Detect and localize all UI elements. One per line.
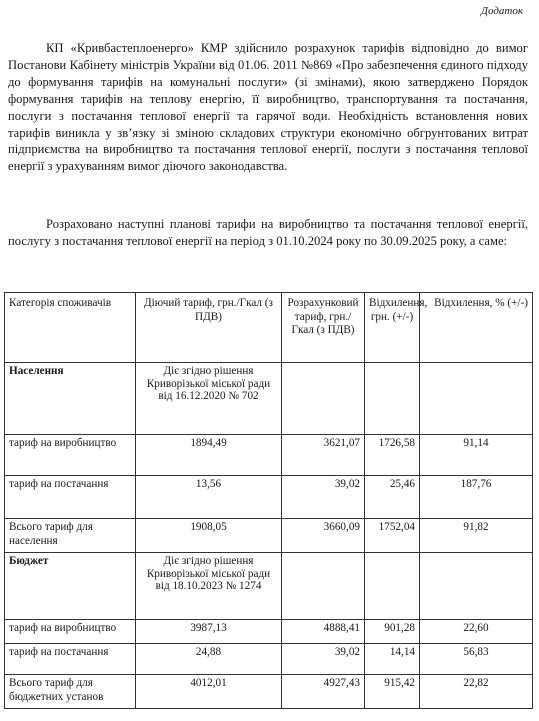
cell-current-tariff: 13,56: [136, 476, 282, 519]
cell-deviation-percent: 22,60: [420, 620, 533, 644]
column-header-calculated-tariff: Розрахунковий тариф, грн./Гкал (з ПДВ): [282, 293, 365, 363]
table-row: [5, 435, 533, 476]
cell-current-tariff: 1894,49: [136, 435, 282, 476]
cell-current-tariff: 24,88: [136, 644, 282, 675]
cell-deviation-percent: 91,82: [420, 519, 533, 553]
cell-deviation-percent: 56,83: [420, 644, 533, 675]
cell-current-tariff: 4012,01: [136, 675, 282, 709]
table-row: [5, 476, 533, 519]
section-note-population: Діє згідно рішення Криворізької міської ради від 16.12.2020 № 702: [136, 363, 282, 435]
row-label: тариф на виробництво: [5, 435, 136, 476]
cell-deviation-uah: 1752,04: [365, 519, 420, 553]
section-note-budget: Діє згідно рішення Криворізької міської ради від 18.10.2023 № 1274: [136, 553, 282, 620]
calculated-tariffs-paragraph: Розраховано наступні планові тарифи на виробництво та постачання теплової енергії, послугу з постачання теплової енергії на період з 01.10.2024 року по 30.09.2025 року, а саме:: [8, 217, 528, 248]
cell-calculated-tariff: 39,02: [282, 476, 365, 519]
cell-deviation-uah: 14,14: [365, 644, 420, 675]
tariff-table: [4, 292, 533, 709]
table-row: [5, 620, 533, 644]
cell-calculated-tariff: 3660,09: [282, 519, 365, 553]
cell-calculated-tariff: 39,02: [282, 644, 365, 675]
row-label: тариф на виробництво: [5, 620, 136, 644]
cell-calculated-tariff: 3621,07: [282, 435, 365, 476]
row-label: тариф на постачання: [5, 476, 136, 519]
column-header-deviation-uah: Відхилення, грн. (+/-): [365, 293, 420, 363]
column-header-current-tariff: Діючий тариф, грн./Гкал (з ПДВ): [136, 293, 282, 363]
section-title-budget: Бюджет: [5, 553, 136, 620]
cell-deviation-percent: 187,76: [420, 476, 533, 519]
column-header-deviation-percent: Відхилення, % (+/-): [420, 293, 533, 363]
cell-deviation-percent: 22,82: [420, 675, 533, 709]
table-row: [5, 519, 533, 553]
row-label: Всього тариф для населення: [5, 519, 136, 553]
cell-deviation-uah: 1726,58: [365, 435, 420, 476]
table-header-row: [5, 293, 533, 363]
annex-label: Додаток: [480, 5, 523, 17]
cell-current-tariff: 3987,13: [136, 620, 282, 644]
section-row: [5, 553, 533, 620]
cell-deviation-uah: 915,42: [365, 675, 420, 709]
row-label: тариф на постачання: [5, 644, 136, 675]
table-row: [5, 644, 533, 675]
intro-paragraph: КП «Кривбастеплоенерго» КМР здійснило розрахунок тарифів відповідно до вимог Постанови Кабінету міністрів України від 01.06. 2011 №869 «Про забезпечення єдиного підходу до формування тарифів на комунальні послуги» (зі змінами), якою затверджено Порядок формування тарифів на теплову енергію, її виробництво, транспортування та постачання, послуги з постачання теплової енергії та гарячої води. Необхідність встановлення нових тарифів виникла у зв’язку зі зміною складових структури економічно обгрунтованих витрат підприємства на виробництво та постачання теплової енергії, послуги з постачання теплової енергії з урахуванням вимог діючого законодавства.: [8, 41, 528, 174]
row-label: Всього тариф для бюджетних установ: [5, 675, 136, 709]
cell-deviation-uah: 25,46: [365, 476, 420, 519]
section-title-population: Населення: [5, 363, 136, 435]
cell-calculated-tariff: 4888,41: [282, 620, 365, 644]
section-row: [5, 363, 533, 435]
column-header-category: Категорія споживачів: [5, 293, 136, 363]
table-row: [5, 675, 533, 709]
cell-deviation-percent: 91,14: [420, 435, 533, 476]
cell-deviation-uah: 901,28: [365, 620, 420, 644]
cell-calculated-tariff: 4927,43: [282, 675, 365, 709]
cell-current-tariff: 1908,05: [136, 519, 282, 553]
